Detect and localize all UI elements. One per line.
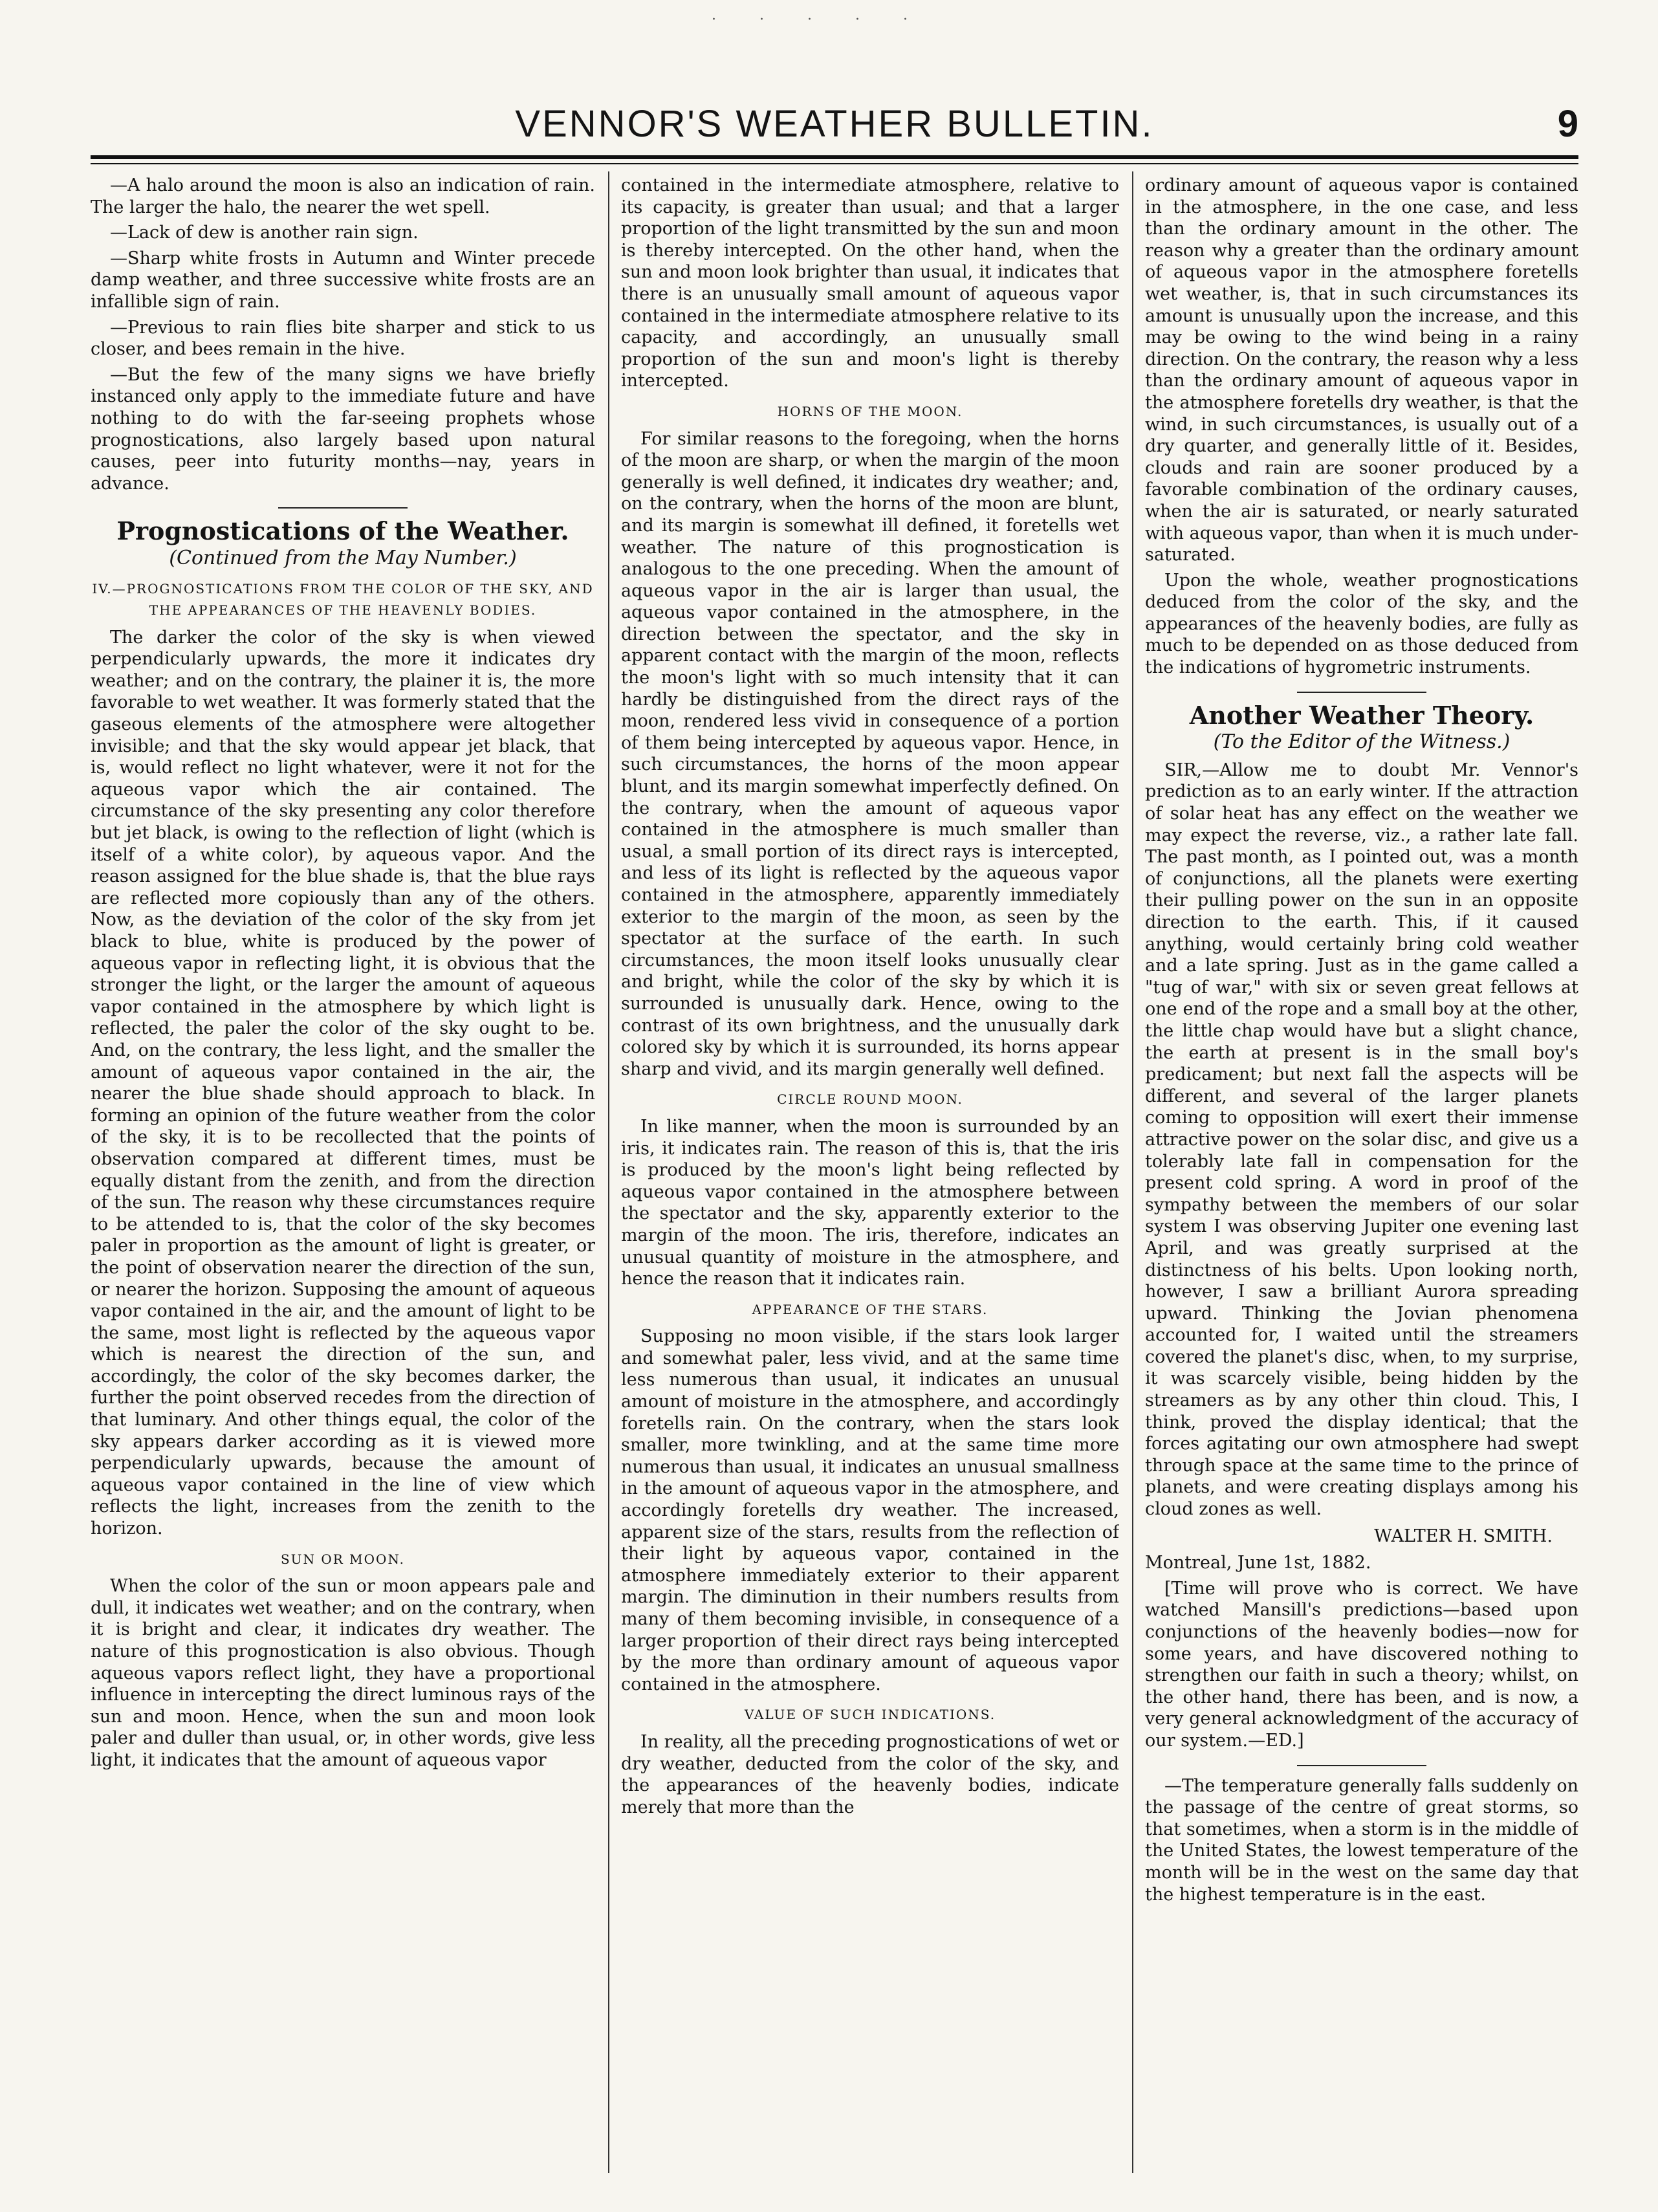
print-specks: · · · · · [712,12,927,28]
column-divider [1132,171,1133,2173]
section-heading: IV.—PROGNOSTICATIONS FROM THE COLOR OF THE SKY, AND THE APPEARANCES OF THE HEAVENLY BODIES. [92,580,594,619]
paragraph: For similar reasons to the foregoing, when the horns of the moon are sharp, or when the margin of the moon generally is well defined, it indicates dry weather; and, on the contrary, when the horns of the moon are blunt, and its margin is somewhat ill defined, it foretells wet weather. The nature of this prognostication is analogous to the one preceding. When the amount of aqueous vapor in the air is larger than usual, the aqueous vapor contained in the atmosphere, in the direction between the spectator, and the sky in apparent contact with the margin of the moon, reflects the moon's light with so much intensity that it can hardly be distinguished from the direct rays of the moon, rendered less vivid in consequence of a portion of them being intercepted by aqueous vapor. Hence, in such circumstances, the horns of the moon appear blunt, and its margin somewhat imperfectly defined. On the contrary, when the amount of aqueous vapor contained in the atmosphere is much smaller than usual, a small portion of its direct rays is intercepted, and less of its light is reflected by the aqueous vapor contained in the atmosphere, apparently immediately exterior to the margin of the moon, as seen by the spectator at the surface of the earth. In such circumstances, the moon itself looks unusually clear and bright, while the color of the sky by which it is surrounded is unusually dark. Hence, owing to the contrast of its own brightness, and the unusually dark colored sky by which it is surrounded, its horns appear sharp and vivid, and its margin generally well defined. [621,428,1119,1079]
paragraph: contained in the intermediate atmosphere, relative to its capacity, is greater than usual; and that a larger proportion of the light transmitted by the sun and moon is thereby intercepted. On the other hand, when the sun and moon look brighter than usual, it indicates that there is an unusually small amount of aqueous vapor contained in the intermediate atmosphere relative to its capacity, and accordingly, an unusually small proportion of the sun and moon's light is thereby intercepted. [621,175,1119,391]
paragraph: In like manner, when the moon is surrounded by an iris, it indicates rain. The reason of this is, that the iris is produced by the moon's light being reflected by aqueous vapor contained in the atmosphere between the spectator and the sky, apparently exterior to the margin of the moon. The iris, therefore, indicates an unusual quantity of moisture in the atmosphere, and hence the reason that it indicates rain. [621,1116,1119,1289]
paragraph: When the color of the sun or moon appears pale and dull, it indicates wet weather; and on the contrary, when it is bright and clear, it indicates dry weather. The nature of this prognostication is also obvious. Though aqueous vapors reflect light, they have a proportional influence in intercepting the direct luminous rays of the sun and moon. Hence, when the sun and moon look paler and duller than usual, or, in other words, give less light, it indicates that the amount of aqueous vapor [91,1576,595,1770]
article-subheading: (Continued from the May Number.) [169,546,517,569]
article-heading: Another Weather Theory. [1189,700,1534,730]
dateline: Montreal, June 1st, 1882. [1145,1553,1371,1573]
paragraph: SIR,—Allow me to doubt Mr. Vennor's prediction as to an early winter. If the attraction of solar heat has any effect on the weather we may expect the reverse, viz., a rather late fall. The past month, as I pointed out, was a month of conjunctions, all the planets were exerting their pulling power on the sun in an opposite direction to the earth. This, if it caused anything, would certainly bring cold weather and a late spring. Just as in the game called a "tug of war," with six or seven great fellows at one end of the rope and a small boy at the other, the little chap would have but a slight chance, the earth at present is in the small boy's predicament; but next fall the aspects will be different, and several of the larger planets coming to opposition will exert their immense attractive power on the solar disc, and give us a tolerably late fall in compensation for the present cold spring. A word in proof of the sympathy between the members of our solar system I was observing Jupiter one evening last April, and was greatly surprised at the distinctness of his belts. Upon looking north, however, I saw a brilliant Aurora spreading upward. Thinking the Jovian phenomena accounted for, I waited until the streamers covered the planet's disc, when, to my surprise, it was scarcely visible, being hidden by the streamers as by any other thin cloud. This, I think, proved the display identical; that the forces agitating our own atmosphere had swept through space at the same time to the prince of planets, and were creating displays among his cloud zones as well. [1145,760,1578,1520]
paragraph: ordinary amount of aqueous vapor is contained in the atmosphere, in the one case, and less than the ordinary amount in the other. The reason why a greater than the ordinary amount of aqueous vapor in the atmosphere foretells wet weather, is, that in such circumstances its amount is unusually upon the increase, and this may be owing to the wind being in a rainy direction. On the contrary, the reason why a less than the ordinary amount of aqueous vapor in the atmosphere foretells dry weather, is that the wind, in such circumstances, is usually out of a dry quarter, and generally little of it. Besides, clouds and rain are sooner produced by a favorable combination of the ordinary causes, when the air is saturated, or nearly saturated with aqueous vapor, than when it is much under-saturated. [1145,175,1578,565]
article-heading: Prognostications of the Weather. [116,516,569,546]
article-subheading: (To the Editor of the Witness.) [1213,730,1511,754]
paragraph: Upon the whole, weather prognostications deduced from the color of the sky, and the appearances of the heavenly bodies, are fully as much to be depended on as those deduced from the indications of hygrometric instruments. [1145,570,1578,678]
paragraph: In reality, all the preceding prognostications of wet or dry weather, deducted from the color of the sky, and the appearances of the heavenly bodies, indicate merely that more than the [621,1731,1119,1817]
page-title: VENNOR'S WEATHER BULLETIN. [515,103,1154,145]
paragraph: —Previous to rain flies bite sharper and stick to us closer, and bees remain in the hive. [91,317,595,360]
paragraph: —Lack of dew is another rain sign. [110,223,419,243]
section-heading: APPEARANCE OF THE STARS. [752,1301,988,1317]
paragraph: [Time will prove who is correct. We have watched Mansill's predictions—based upon conjunctions of the heavenly bodies—now for some years, and have discovered nothing to strengthen our faith in such a theory; whilst, on the other hand, there has been, and is now, a very general acknowledgment of the accuracy of our system.—ED.] [1145,1578,1578,1751]
section-heading: VALUE OF SUCH INDICATIONS. [744,1707,996,1723]
masthead [91,102,1578,154]
paragraph: —Sharp white frosts in Autumn and Winter precede damp weather, and three successive white frosts are an infallible sign of rain. [91,248,595,312]
divider [1297,1765,1426,1766]
signature: WALTER H. SMITH. [1374,1526,1553,1546]
page-number: 9 [1557,103,1578,145]
divider [278,507,408,509]
section-heading: HORNS OF THE MOON. [777,403,963,419]
paragraph: —The temperature generally falls suddenly on the passage of the centre of great storms, so that sometimes, when a storm is in the middle of the United States, the lowest temperature of the month will be in the west on the same day that the highest temperature is in the east. [1145,1775,1578,1905]
divider [1297,692,1426,693]
column-1 [91,175,595,2173]
column-2 [621,175,1119,2173]
section-heading: SUN OR MOON. [280,1551,406,1567]
column-3 [1145,175,1578,2173]
masthead-rule-thick [91,155,1578,159]
paragraph: The darker the color of the sky is when viewed perpendicularly upwards, the more it indicates dry weather; and on the contrary, the plainer it is, the more favorable to wet weather. It was formerly stated that the gaseous elements of the atmosphere were altogether invisible; and that the sky would appear jet black, that is, would reflect no light whatever, were it not for the aqueous vapor which the air contained. The circumstance of the sky presenting any color therefore but jet black, is owing to the reflection of light (which is itself of a white color), by aqueous vapor. And the reason assigned for the blue shade is, that the blue rays are reflected more copiously than any of the others. Now, as the deviation of the color of the sky from jet black to blue, white is produced by the power of aqueous vapor in reflecting light, it is obvious that the stronger the light, or the larger the amount of aqueous vapor contained in the atmosphere by which light is reflected, the paler the color of the sky ought to be. And, on the contrary, the less light, and the smaller the amount of aqueous vapor contained in the air, the nearer the blue shade should approach to black. In forming an opinion of the future weather from the color of the sky, it is to be recollected that the points of observation compared at different times, must be equally distant from the zenith, and from the direction of the sun. The reason why these circumstances require to be attended to is, that the color of the sky becomes paler in proportion as the amount of light is greater, or the point of observation nearer the direction of the sun, or nearer the horizon. Supposing the amount of aqueous vapor contained in the air, and the amount of light to be the same, most light is reflected by the aqueous vapor which is nearest the direction of the sun, and accordingly, the color of the sky becomes darker, the further the point observed recedes from the direction of that luminary. And other things equal, the color of the sky appears darker according as it is viewed more perpendicularly upwards, because the amount of aqueous vapor contained in the line of view which reflects the light, increases from the zenith to the horizon. [91,627,595,1539]
column-divider [608,171,609,2173]
masthead-rule-thin [91,163,1578,164]
paragraph: Supposing no moon visible, if the stars look larger and somewhat paler, less vivid, and at the same time less numerous than usual, it indicates an unusual amount of moisture in the atmosphere, and accordingly foretells rain. On the contrary, when the stars look smaller, more twinkling, and at the same time more numerous than usual, it indicates an unusual smallness in the amount of aqueous vapor in the atmosphere, and accordingly foretells dry weather. The increased, apparent size of the stars, results from the reflection of their light by aqueous vapor, contained in the atmosphere immediately exterior to their apparent margin. The diminution in their numbers results from many of them becoming invisible, in consequence of a larger proportion of their direct rays being intercepted by the more than ordinary amount of aqueous vapor contained in the atmosphere. [621,1326,1119,1694]
section-heading: CIRCLE ROUND MOON. [777,1091,963,1108]
paragraph: —But the few of the many signs we have briefly instanced only apply to the immediate future and have nothing to do with the far-seeing prophets whose prognostications, also largely based upon natural causes, peer into futurity months—nay, years in advance. [91,364,595,494]
paragraph: —A halo around the moon is also an indication of rain. The larger the halo, the nearer the wet spell. [91,175,595,217]
